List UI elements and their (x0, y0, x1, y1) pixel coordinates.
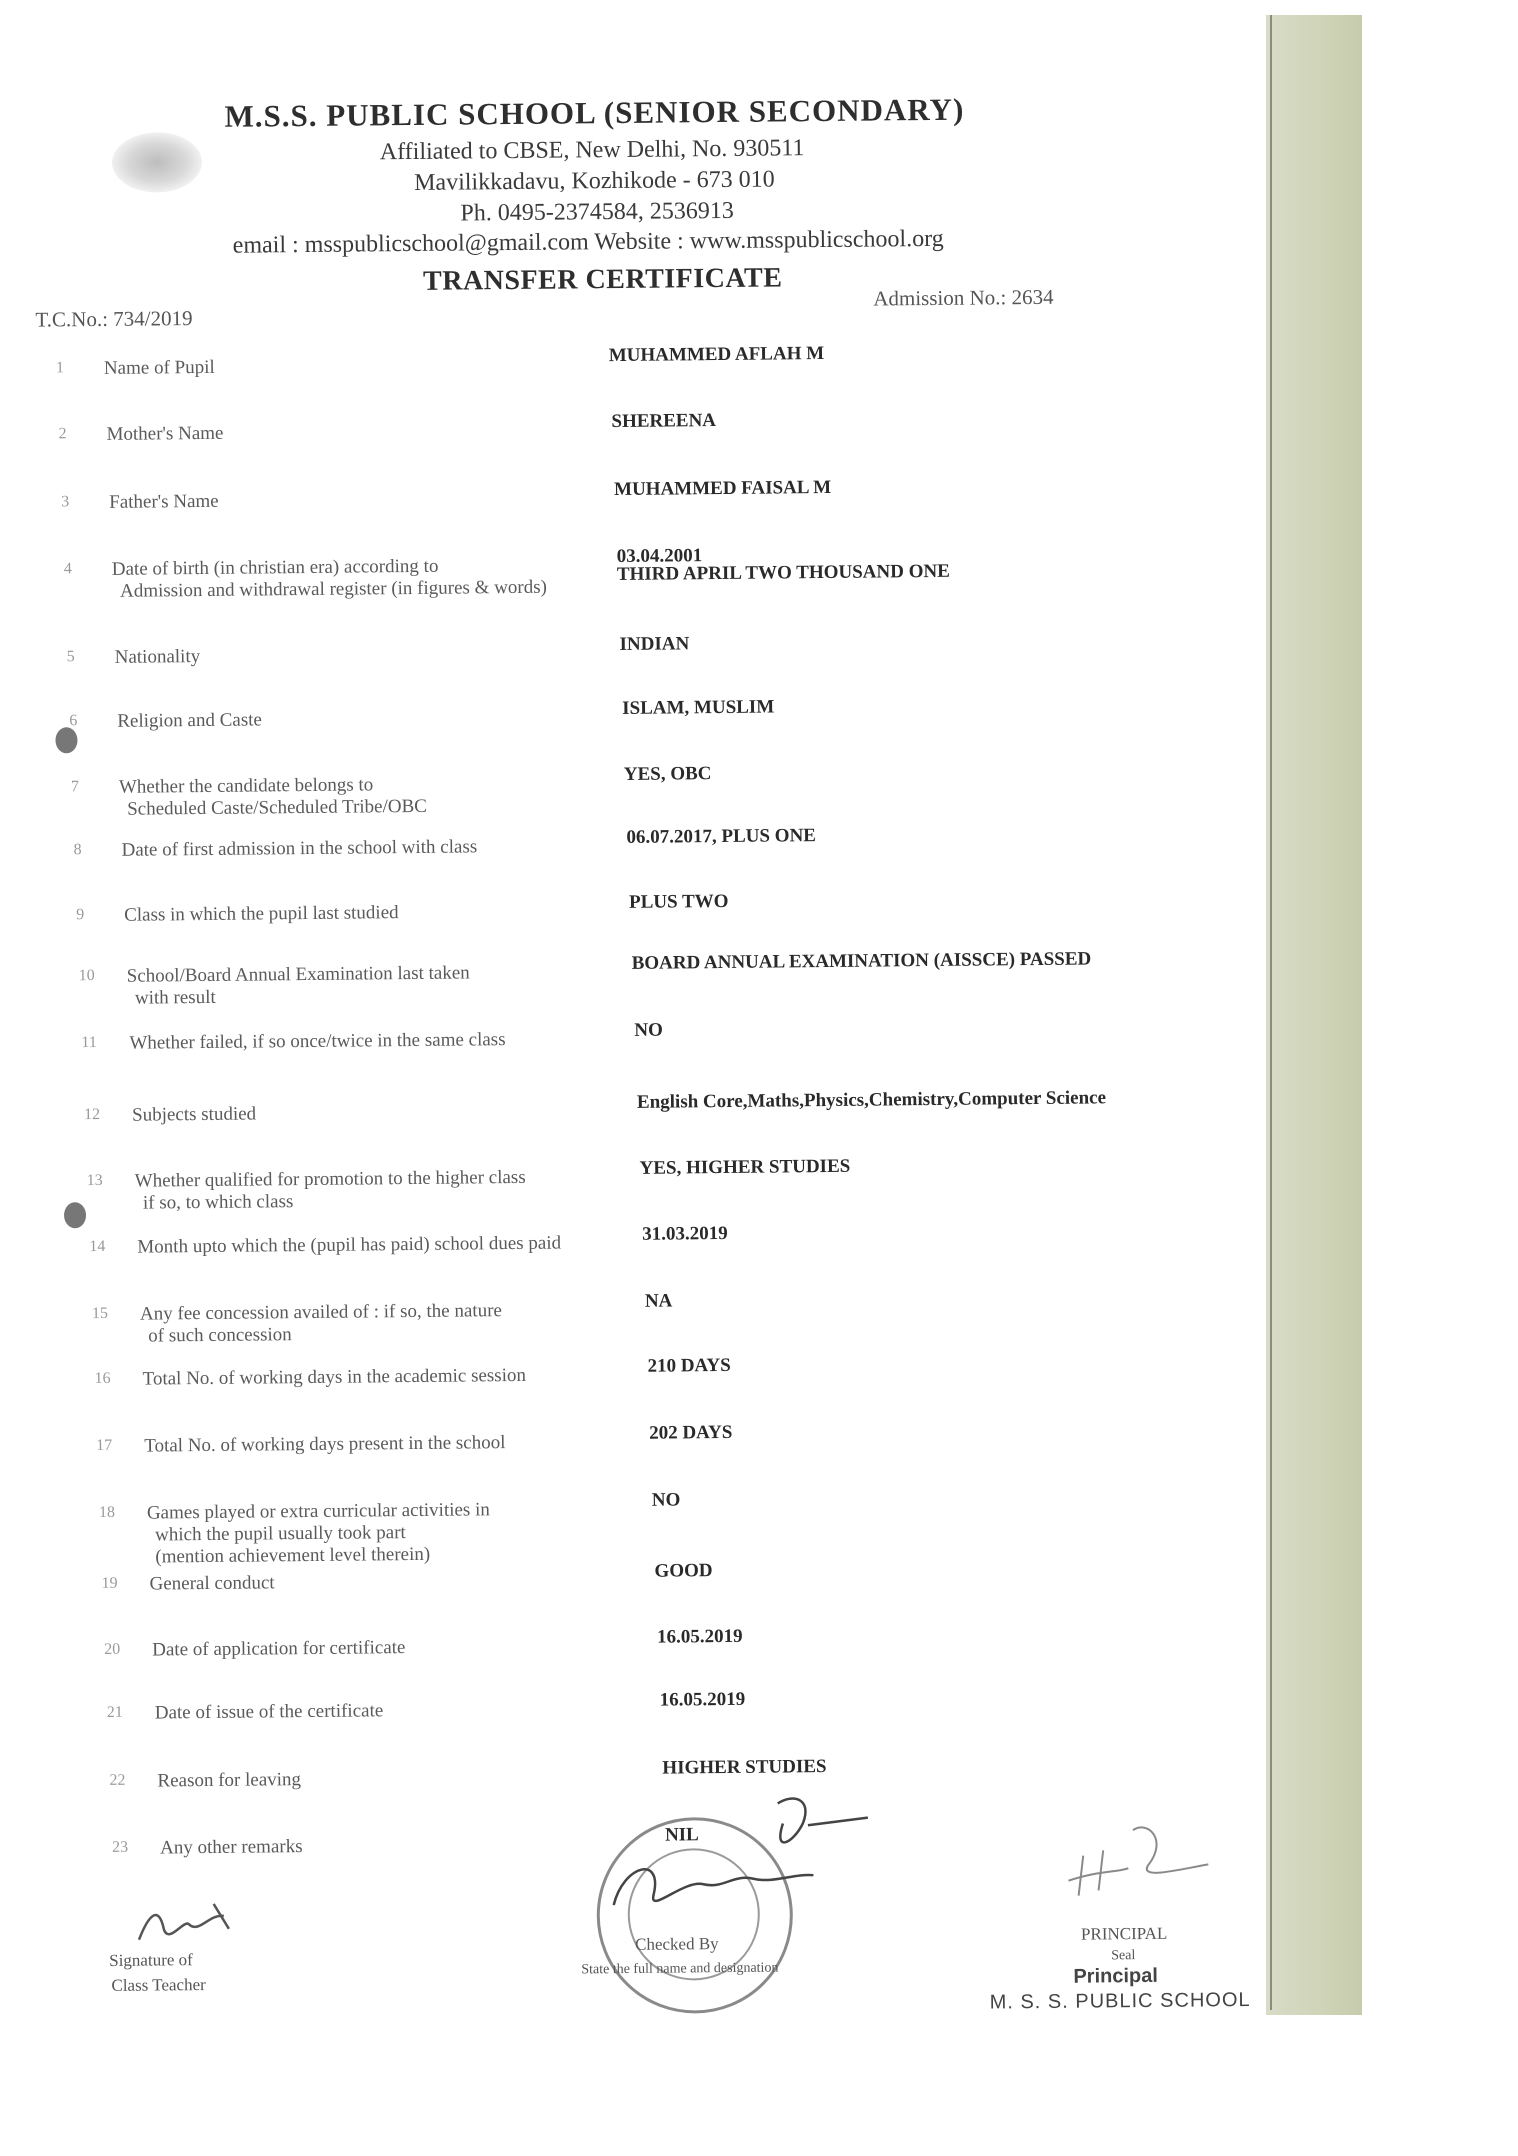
field-label: Nationality (114, 646, 201, 668)
field-label: General conduct (149, 1572, 275, 1595)
field-value: NO (634, 1019, 663, 1041)
principal-signature (1058, 1809, 1249, 1901)
field-label: School/Board Annual Examination last taken (126, 962, 470, 987)
field-value: 31.03.2019 (642, 1222, 728, 1245)
field-number: 14 (89, 1237, 106, 1256)
field-number: 8 (73, 841, 82, 859)
certificate-title: TRANSFER CERTIFICATE (422, 262, 783, 297)
admission-number: Admission No.: 2634 (873, 284, 1054, 311)
field-value: 06.07.2017, PLUS ONE (626, 825, 817, 848)
checked-by-label: Checked By (634, 1934, 719, 1954)
field-label: Whether qualified for promotion to the higher class (134, 1166, 526, 1192)
field-number: 12 (83, 1105, 101, 1124)
field-value: BOARD ANNUAL EXAMINATION (AISSCE) PASSED (631, 948, 1092, 974)
field-label-cont: Scheduled Caste/Scheduled Tribe/OBC (127, 795, 427, 820)
field-label: Reason for leaving (157, 1769, 302, 1792)
field-number: 3 (61, 493, 70, 511)
field-label: Whether failed, if so once/twice in the same class (129, 1029, 506, 1054)
field-number: 17 (96, 1436, 113, 1455)
field-value: NIL (664, 1824, 699, 1846)
field-number: 13 (86, 1171, 103, 1190)
field-value: MUHAMMED AFLAH M (608, 343, 825, 367)
field-label: Whether the candidate belongs to (118, 774, 374, 798)
field-value: NO (651, 1489, 681, 1511)
field-number: 4 (63, 560, 72, 578)
field-label-cont: Admission and withdrawal register (in figures & words) (119, 576, 548, 602)
field-label: Month upto which the (pupil has paid) school dues paid (137, 1232, 562, 1258)
field-number: 20 (104, 1640, 121, 1658)
field-number: 10 (78, 967, 95, 985)
field-label: Date of birth (in christian era) according to (111, 555, 439, 580)
field-value: NA (644, 1290, 673, 1312)
field-label: Date of issue of the certificate (154, 1700, 384, 1724)
field-value: PLUS TWO (628, 890, 729, 913)
field-number: 16 (94, 1369, 111, 1388)
field-number: 6 (69, 712, 78, 730)
field-value: 16.05.2019 (657, 1625, 743, 1648)
school-name: M.S.S. PUBLIC SCHOOL (SENIOR SECONDARY) (224, 91, 965, 134)
field-value: ISLAM, MUSLIM (622, 696, 775, 719)
contact-line: email : msspublicschool@gmail.com Website : www.msspublicschool.org (232, 225, 944, 259)
field-value: 210 DAYS (647, 1354, 731, 1377)
field-label: Subjects studied (131, 1103, 257, 1126)
class-teacher-label-1: Signature of (109, 1950, 193, 1970)
field-value: 202 DAYS (649, 1421, 733, 1444)
field-label: Name of Pupil (103, 356, 215, 379)
field-value: INDIAN (619, 633, 690, 655)
field-label: Date of first admission in the school with class (121, 836, 478, 861)
field-label-cont: (mention achievement level therein) (155, 1543, 431, 1568)
field-number: 1 (55, 359, 64, 377)
class-teacher-signature (128, 1884, 249, 1955)
field-number: 21 (106, 1703, 123, 1721)
field-number: 19 (101, 1574, 118, 1593)
affiliation-line: Affiliated to CBSE, New Delhi, No. 930511 (379, 135, 805, 166)
field-value: HIGHER STUDIES (662, 1756, 827, 1779)
field-label: Total No. of working days present in the school (144, 1432, 506, 1457)
checker-signature (593, 1782, 894, 1935)
field-label: Total No. of working days in the academic session (142, 1364, 527, 1390)
field-number: 2 (58, 425, 67, 443)
field-value: MUHAMMED FAISAL M (613, 476, 832, 501)
tc-number: T.C.No.: 734/2019 (35, 306, 193, 332)
school-logo-icon (112, 132, 203, 193)
field-value: SHEREENA (611, 410, 717, 433)
class-teacher-label-2: Class Teacher (111, 1975, 206, 1995)
field-value-cont: THIRD APRIL TWO THOUSAND ONE (616, 560, 950, 586)
field-number: 15 (91, 1304, 109, 1323)
field-number: 22 (109, 1771, 126, 1789)
field-value: English Core,Maths,Physics,Chemistry,Computer Science (636, 1087, 1107, 1113)
field-label: Religion and Caste (117, 709, 262, 732)
field-label: Date of application for certificate (152, 1637, 406, 1661)
field-value: YES, OBC (623, 763, 712, 785)
field-number: 18 (98, 1503, 115, 1522)
field-value: YES, HIGHER STUDIES (639, 1155, 851, 1179)
field-label: Mother's Name (106, 422, 224, 445)
field-label: Any fee concession availed of : if so, the nature (139, 1300, 503, 1325)
seal-label: Seal (1111, 1948, 1136, 1964)
field-number: 9 (76, 906, 85, 924)
field-label-cont: which the pupil usually took part (155, 1522, 406, 1546)
field-label-cont: with result (134, 986, 216, 1009)
field-number: 23 (112, 1838, 129, 1856)
field-value: 03.04.2001 (616, 545, 703, 568)
checked-by-note: State the full name and designation (581, 1960, 779, 1978)
field-value: 16.05.2019 (659, 1688, 746, 1711)
punch-hole (55, 727, 77, 753)
phone-line: Ph. 0495-2374584, 2536913 (460, 197, 734, 227)
punch-hole (64, 1202, 86, 1228)
field-label: Any other remarks (160, 1836, 303, 1859)
field-label: Games played or extra curricular activities in (146, 1499, 490, 1524)
address-line: Mavilikkadavu, Kozhikode - 673 010 (414, 166, 775, 196)
field-label-cont: of such concession (148, 1324, 292, 1347)
field-label-cont: if so, to which class (142, 1191, 294, 1214)
principal-stamp-title: Principal (1073, 1964, 1158, 1988)
field-number: 11 (81, 1034, 97, 1052)
field-number: 5 (66, 648, 75, 666)
field-number: 7 (70, 778, 80, 796)
field-label: Class in which the pupil last studied (124, 902, 399, 926)
principal-label: PRINCIPAL (1080, 1923, 1168, 1944)
field-label: Father's Name (109, 490, 219, 513)
field-value: GOOD (654, 1560, 713, 1582)
principal-stamp-school: M. S. S. PUBLIC SCHOOL (989, 1988, 1251, 2014)
